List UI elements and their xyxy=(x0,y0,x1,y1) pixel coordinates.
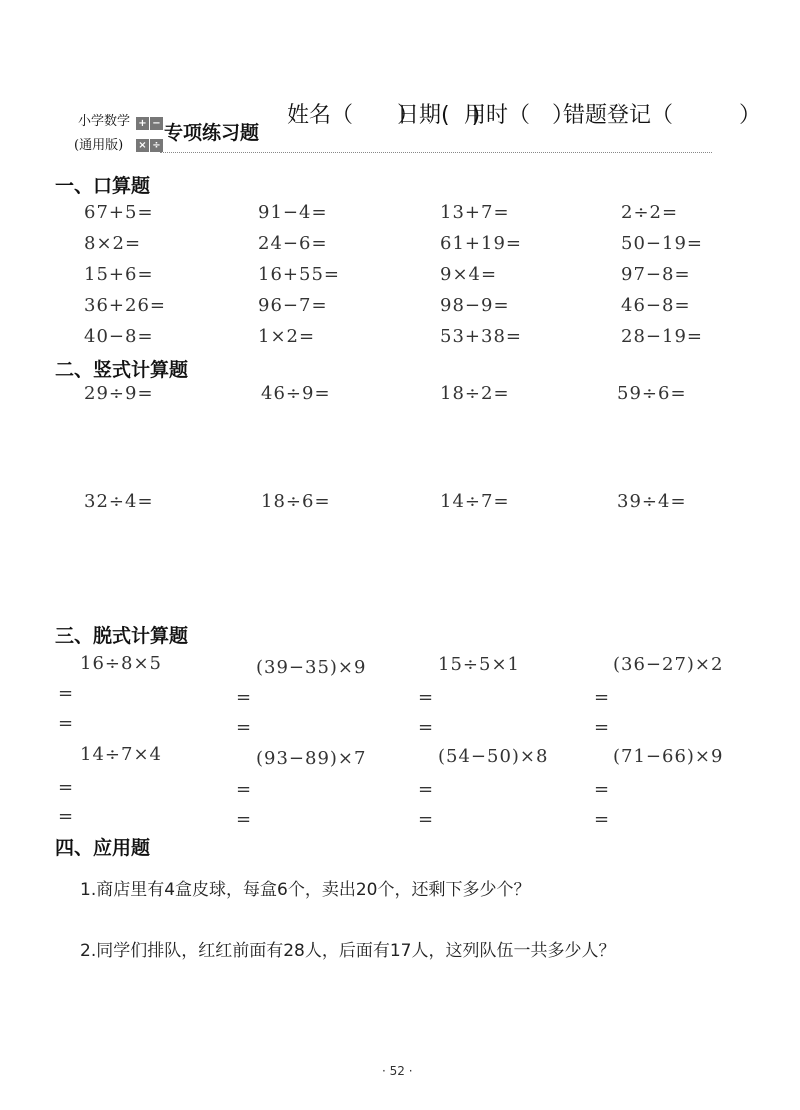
equals-line: = xyxy=(58,683,74,704)
section-vertical-title: 二、竖式计算题 xyxy=(55,359,189,381)
oral-item: 97−8= xyxy=(621,264,691,285)
plus-icon: + xyxy=(136,117,149,130)
word-problem: 2.同学们排队，红红前面有28人，后面有17人，这列队伍一共多少人？ xyxy=(80,941,616,961)
oral-item: 40−8= xyxy=(84,326,154,347)
equals-line: = xyxy=(418,687,434,708)
equals-line: = xyxy=(594,687,610,708)
worksheet-title: 专项练习题 xyxy=(164,122,260,144)
brand-operators xyxy=(136,111,163,130)
section-applied-title: 四、应用题 xyxy=(55,837,151,859)
equals-line: = xyxy=(236,687,252,708)
equals-line: = xyxy=(58,806,74,827)
stepwise-item: (39−35)×9 xyxy=(256,657,367,678)
vertical-item: 59÷6= xyxy=(617,383,687,404)
equals-line: = xyxy=(594,809,610,830)
oral-item: 50−19= xyxy=(621,233,703,254)
divide-icon: ÷ xyxy=(150,139,163,152)
oral-item: 9×4= xyxy=(440,264,498,285)
section-stepwise-title: 三、脱式计算题 xyxy=(55,625,189,647)
name-field-label: 姓名（ ） xyxy=(287,103,420,128)
equals-line: = xyxy=(58,777,74,798)
equals-line: = xyxy=(236,717,252,738)
stepwise-item: (36−27)×2 xyxy=(613,654,724,675)
oral-item: 16+55= xyxy=(258,264,340,285)
stepwise-item: (54−50)×8 xyxy=(438,746,549,767)
oral-item: 13+7= xyxy=(440,202,510,223)
vertical-item: 39÷4= xyxy=(617,491,687,512)
equals-line: = xyxy=(418,717,434,738)
oral-item: 24−6= xyxy=(258,233,328,254)
oral-item: 98−9= xyxy=(440,295,510,316)
oral-item: 96−7= xyxy=(258,295,328,316)
word-problem: 1.商店里有4盒皮球，每盒6个，卖出20个，还剩下多少个？ xyxy=(80,880,531,900)
brand-operators-2 xyxy=(136,133,163,152)
oral-item: 28−19= xyxy=(621,326,703,347)
oral-item: 91−4= xyxy=(258,202,328,223)
oral-item: 67+5= xyxy=(84,202,154,223)
vertical-item: 18÷6= xyxy=(261,491,331,512)
stepwise-item: 14÷7×4 xyxy=(80,744,162,765)
time-field-label: 用时（ ） xyxy=(464,103,575,128)
equals-line: = xyxy=(418,779,434,800)
vertical-item: 29÷9= xyxy=(84,383,154,404)
header-divider xyxy=(160,152,712,153)
equals-line: = xyxy=(58,713,74,734)
vertical-item: 18÷2= xyxy=(440,383,510,404)
vertical-item: 14÷7= xyxy=(440,491,510,512)
oral-item: 1×2= xyxy=(258,326,316,347)
equals-line: = xyxy=(418,809,434,830)
oral-item: 46−8= xyxy=(621,295,691,316)
section-oral-title: 一、口算题 xyxy=(55,175,151,197)
brand-subject: 小学数学 xyxy=(78,114,131,129)
equals-line: = xyxy=(594,779,610,800)
stepwise-item: 16÷8×5 xyxy=(80,653,162,674)
page-number: · 52 · xyxy=(382,1064,413,1078)
oral-item: 15+6= xyxy=(84,264,154,285)
stepwise-item: 15÷5×1 xyxy=(438,654,520,675)
times-icon: × xyxy=(136,139,149,152)
oral-item: 53+38= xyxy=(440,326,522,347)
vertical-item: 46÷9= xyxy=(261,383,331,404)
equals-line: = xyxy=(594,717,610,738)
equals-line: = xyxy=(236,809,252,830)
oral-item: 36+26= xyxy=(84,295,166,316)
brand-edition: (通用版) xyxy=(74,138,124,153)
oral-item: 61+19= xyxy=(440,233,522,254)
stepwise-item: (71−66)×9 xyxy=(613,746,724,767)
vertical-item: 32÷4= xyxy=(84,491,154,512)
errors-field-label: 错题登记（ ） xyxy=(563,103,762,128)
date-field-label: 日期( ) xyxy=(397,103,481,128)
oral-item: 8×2= xyxy=(84,233,142,254)
oral-item: 2÷2= xyxy=(621,202,679,223)
equals-line: = xyxy=(236,779,252,800)
stepwise-item: (93−89)×7 xyxy=(256,748,367,769)
minus-icon: − xyxy=(150,117,163,130)
